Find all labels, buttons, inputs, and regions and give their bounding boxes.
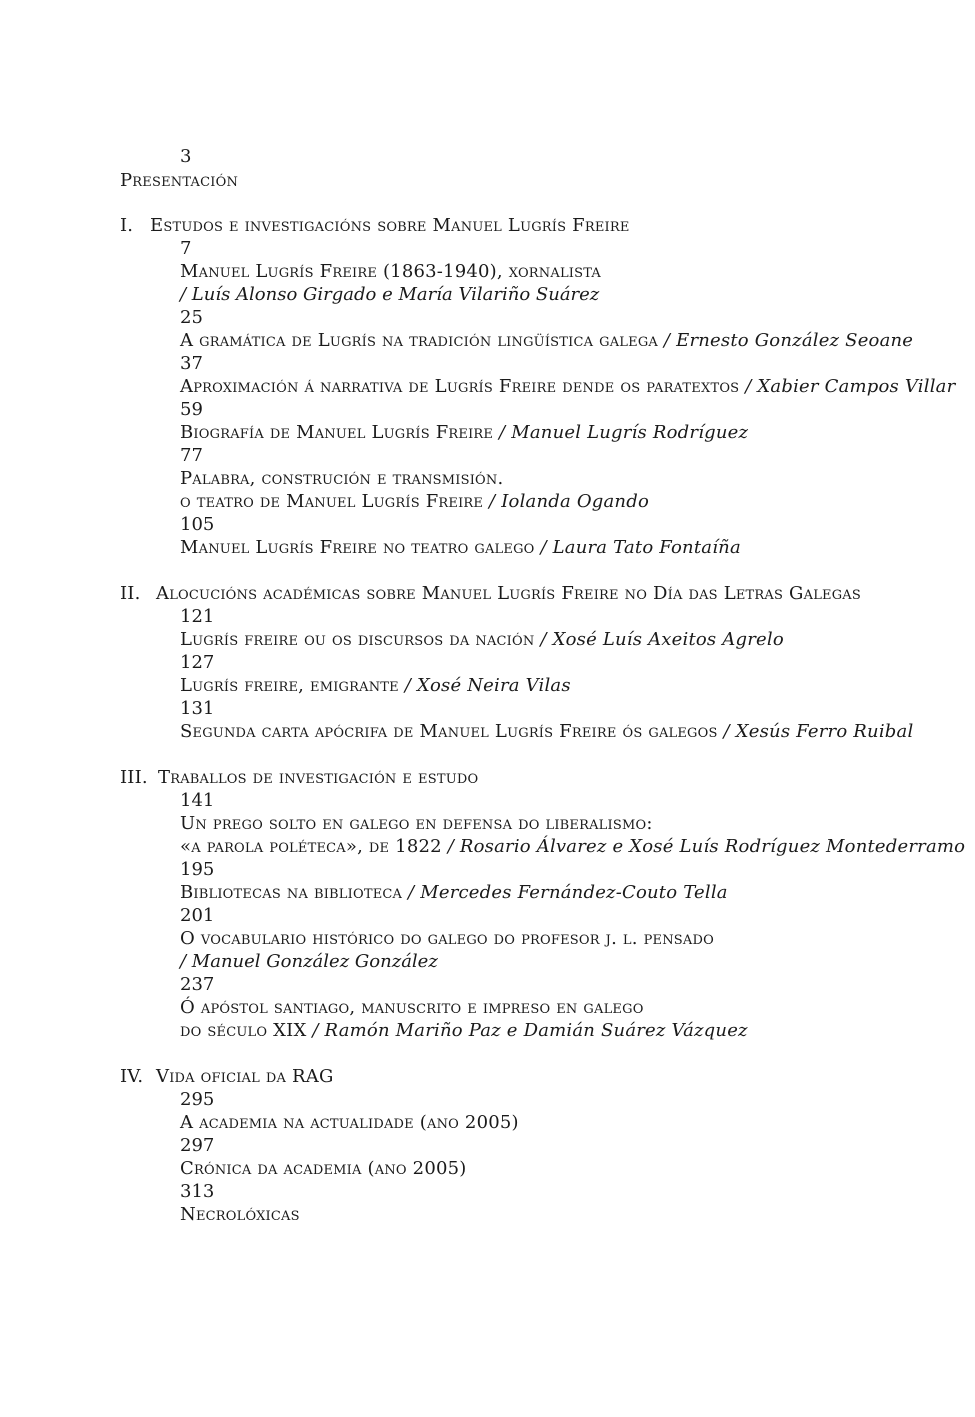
toc-page-number: 7 <box>180 238 192 259</box>
toc-entry <box>180 721 913 743</box>
toc-entry <box>180 1020 748 1042</box>
section-heading <box>120 215 630 237</box>
toc-entry <box>180 330 913 352</box>
toc-page-number: 127 <box>180 652 215 673</box>
toc-entry-title: Lugrís freire, emigrante <box>180 675 399 696</box>
toc-page-number: 195 <box>180 859 215 880</box>
toc-page-number: 59 <box>180 399 203 420</box>
section-numeral: I. <box>120 215 134 236</box>
toc-entry-author: / Ernesto González Seoane <box>663 330 914 351</box>
section-numeral: IV. <box>120 1066 144 1087</box>
toc-page-number: 121 <box>180 606 215 627</box>
toc-entry-title: Manuel Lugrís Freire no teatro galego <box>180 537 535 558</box>
toc-entry-title: O vocabulario histórico do galego do profesor j. l. pensado <box>180 928 714 949</box>
toc-entry-title: Manuel Lugrís Freire (1863-1940), xornalista <box>180 261 601 282</box>
section-heading <box>120 583 861 605</box>
toc-entry-author: / Mercedes Fernández-Couto Tella <box>408 882 728 903</box>
toc-entry-title: Palabra, construción e transmisión. <box>180 468 504 489</box>
toc-page-number: 201 <box>180 905 215 926</box>
toc-page-number: 131 <box>180 698 215 719</box>
toc-page-number: 105 <box>180 514 215 535</box>
toc-entry <box>180 836 965 858</box>
toc-page-number: 25 <box>180 307 203 328</box>
toc-entry <box>180 422 748 444</box>
toc-entry-title: Necrolóxicas <box>180 1204 300 1225</box>
toc-entry-author: / Manuel Lugrís Rodríguez <box>499 422 749 443</box>
toc-entry-title: «a parola poléteca», de 1822 <box>180 836 442 857</box>
section-title: Traballos de investigación e estudo <box>158 767 479 788</box>
toc-entry <box>180 376 955 398</box>
toc-entry-author: / Xosé Luís Axeitos Agrelo <box>540 629 784 650</box>
toc-entry <box>180 537 741 559</box>
toc-entry <box>180 629 784 651</box>
toc-entry-author: / Ramón Mariño Paz e Damián Suárez Vázquez <box>312 1020 748 1041</box>
toc-entry-title: Presentación <box>120 170 239 191</box>
toc-entry-title: Lugrís freire ou os discursos da nación <box>180 629 535 650</box>
toc-entry-author: / Rosario Álvarez e Xosé Luís Rodríguez Montederramo <box>447 836 966 857</box>
section-title: Vida oficial da RAG <box>156 1066 334 1087</box>
toc-entry-title: Biografía de Manuel Lugrís Freire <box>180 422 494 443</box>
toc-entry-title: Aproximación á narrativa de Lugrís Freire dende os paratextos <box>180 376 740 397</box>
toc-page-number: 77 <box>180 445 203 466</box>
section-heading <box>120 767 478 789</box>
toc-entry-title: Crónica da academia (ano 2005) <box>180 1158 467 1179</box>
toc-page-number: 37 <box>180 353 203 374</box>
toc-entry-title: Ó apóstol santiago, manuscrito e impreso en galego <box>180 997 644 1018</box>
toc-entry-title: A academia na actualidade (ano 2005) <box>180 1112 519 1133</box>
toc-page-number: 141 <box>180 790 215 811</box>
toc-page-number: 295 <box>180 1089 215 1110</box>
section-heading <box>120 1066 334 1088</box>
toc-entry-title: Bibliotecas na biblioteca <box>180 882 403 903</box>
section-numeral: III. <box>120 767 148 788</box>
section-numeral: II. <box>120 583 141 604</box>
toc-entry-title: o teatro de Manuel Lugrís Freire <box>180 491 484 512</box>
toc-entry-author: / Iolanda Ogando <box>489 491 649 512</box>
toc-page-number: 313 <box>180 1181 215 1202</box>
toc-entry-title: Un prego solto en galego en defensa do liberalismo: <box>180 813 653 834</box>
toc-page-number: 237 <box>180 974 215 995</box>
toc-entry <box>180 675 571 697</box>
toc-entry-author: / Manuel González González <box>180 951 438 972</box>
section-title: Estudos e investigacións sobre Manuel Lugrís Freire <box>150 215 630 236</box>
toc-entry-author: / Luís Alonso Girgado e María Vilariño Suárez <box>180 284 600 305</box>
toc-entry-author: / Xabier Campos Villar <box>745 376 956 397</box>
toc-entry-title: do século XIX <box>180 1020 307 1041</box>
toc-entry <box>180 491 649 513</box>
section-title: Alocucións académicas sobre Manuel Lugrís Freire no Día das Letras Galegas <box>156 583 861 604</box>
toc-entry-author: / Laura Tato Fontaíña <box>540 537 741 558</box>
toc-entry-title: A gramática de Lugrís na tradición lingüística galega <box>180 330 658 351</box>
toc-page-number: 297 <box>180 1135 215 1156</box>
toc-page-number: 3 <box>180 146 192 167</box>
toc-entry-title: Segunda carta apócrifa de Manuel Lugrís Freire ós galegos <box>180 721 718 742</box>
toc-entry-author: / Xesús Ferro Ruibal <box>723 721 914 742</box>
toc-entry-author: / Xosé Neira Vilas <box>404 675 571 696</box>
toc-entry <box>180 882 728 904</box>
